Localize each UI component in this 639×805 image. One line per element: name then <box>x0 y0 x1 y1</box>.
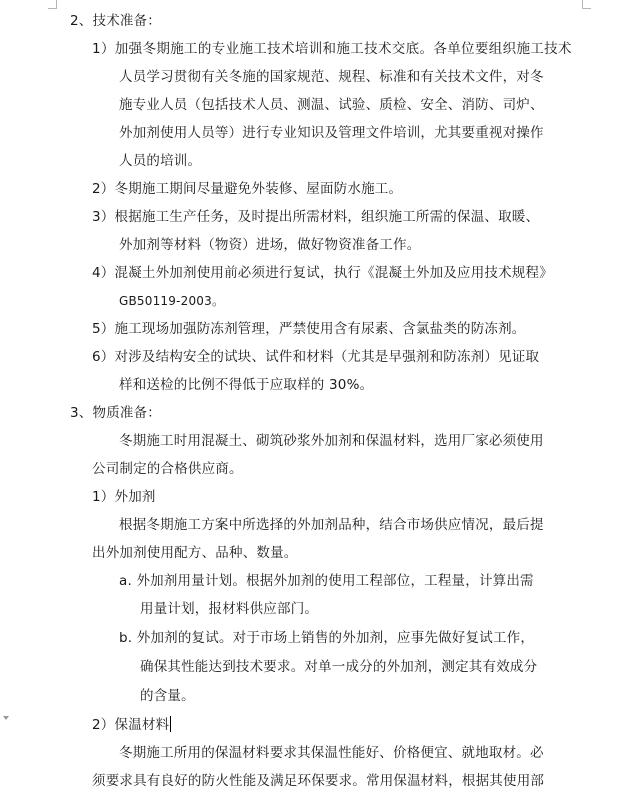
paragraph-line: 6）对涉及结构安全的试块、试件和材料（尤其是早强剂和防冻剂）见证取 <box>92 349 540 365</box>
paragraph-line: 须要求具有良好的防火性能及满足环保要求。常用保温材料，根据其使用部 <box>92 773 545 789</box>
subheading-insulation-text: 2）保温材料 <box>92 717 170 733</box>
section-heading-technical: 2、技术准备： <box>70 13 161 29</box>
paragraph-line: 1）加强冬期施工的专业施工技术培训和施工技术交底。各单位要组织施工技术 <box>92 41 572 57</box>
paragraph-line: 人员学习贯彻有关冬施的国家规范、规程、标准和有关技术文件，对冬 <box>119 69 544 85</box>
page-corner-mark-left <box>48 0 57 9</box>
paragraph-line: 出外加剂使用配方、品种、数量。 <box>92 545 298 561</box>
paragraph-line: 外加剂使用人员等）进行专业知识及管理文件培训，尤其要重视对操作 <box>119 125 544 141</box>
paragraph-line: 3）根据施工生产任务，及时提出所需材料，组织施工所需的保温、取暖、 <box>92 209 540 225</box>
subheading-additives: 1）外加剂 <box>92 489 156 505</box>
paragraph-line: 冬期施工所用的保温材料要求其保温性能好、价格便宜、就地取材。必 <box>119 745 544 761</box>
paragraph-line: 根据冬期施工方案中所选择的外加剂品种，结合市场供应情况，最后提 <box>119 517 544 533</box>
text-cursor <box>170 716 171 732</box>
margin-arrow-icon <box>3 716 9 720</box>
paragraph-line: GB50119-2003。 <box>119 294 225 308</box>
paragraph-line: 的含量。 <box>140 688 195 704</box>
page-corner-mark-right <box>582 0 591 9</box>
list-item-a: a. 外加剂用量计划。根据外加剂的使用工程部位，工程量，计算出需 <box>119 573 534 589</box>
paragraph-line: 4）混凝土外加剂使用前必须进行复试，执行《混凝土外加及应用技术规程》 <box>92 265 553 281</box>
paragraph-line: 确保其性能达到技术要求。对单一成分的外加剂，测定其有效成分 <box>140 659 538 675</box>
paragraph-line: 外加剂等材料（物资）进场，做好物资准备工作。 <box>119 237 421 253</box>
paragraph-line: 冬期施工时用混凝土、砌筑砂浆外加剂和保温材料，选用厂家必须使用 <box>119 433 544 449</box>
paragraph-line: 用量计划，报材料供应部门。 <box>140 601 319 617</box>
subheading-insulation[interactable] <box>92 716 171 734</box>
list-item-b: b. 外加剂的复试。对于市场上销售的外加剂，应事先做好复试工作， <box>119 630 535 646</box>
paragraph-line: 5）施工现场加强防冻剂管理，严禁使用含有尿素、含氯盐类的防冻剂。 <box>92 321 526 337</box>
paragraph-line: 人员的培训。 <box>119 153 202 169</box>
paragraph-line: 公司制定的合格供应商。 <box>92 461 243 477</box>
paragraph-line: 施专业人员（包括技术人员、测温、试验、质检、安全、消防、司炉、 <box>119 97 544 113</box>
paragraph-line: 样和送检的比例不得低于应取样的 30%。 <box>119 377 374 393</box>
section-heading-materials: 3、物质准备： <box>70 405 161 421</box>
paragraph-line: 2）冬期施工期间尽量避免外装修、屋面防水施工。 <box>92 181 403 197</box>
